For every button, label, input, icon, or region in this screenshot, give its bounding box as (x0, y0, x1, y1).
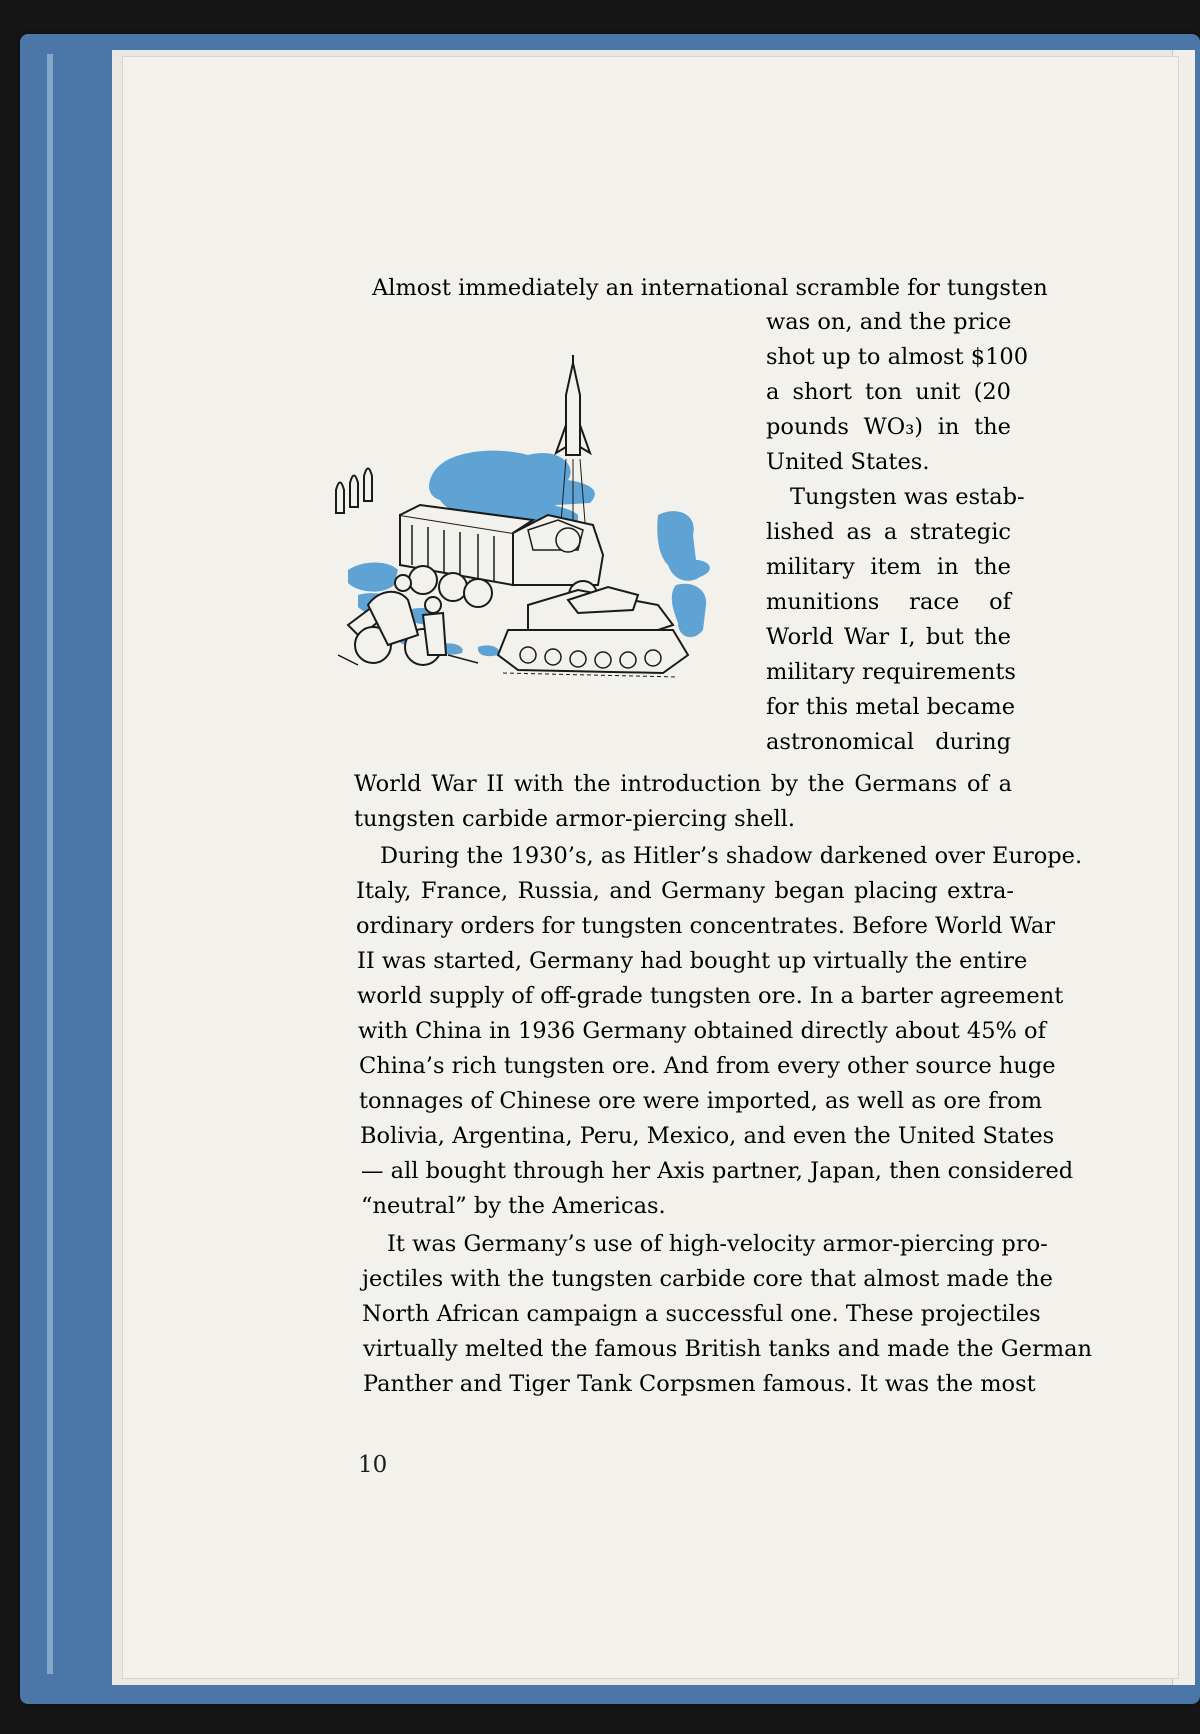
text-line: Tungsten was estab- (790, 484, 1025, 510)
text-line: astronomical during (766, 729, 1011, 755)
text-line: jectiles with the tungsten carbide core that almost made the (362, 1266, 1053, 1292)
text-line: shot up to almost $100 (766, 344, 1029, 370)
text-line: lished as a strategic (766, 519, 1011, 545)
text-line: It was Germany’s use of high-velocity armor-piercing pro- (387, 1231, 1048, 1257)
text-line: Almost immediately an international scramble for tungsten (372, 275, 1048, 301)
text-line: China’s rich tungsten ore. And from every other source huge (359, 1053, 1056, 1079)
text-line: North African campaign a successful one. These projectiles (362, 1301, 1041, 1327)
text-line: “neutral” by the Americas. (361, 1193, 666, 1219)
text-line: military requirements (766, 659, 1016, 685)
text-line: II was started, Germany had bought up virtually the entire (357, 948, 1028, 974)
text-line: Italy, France, Russia, and Germany began placing extra- (356, 878, 1014, 904)
text-line: military item in the (766, 554, 1011, 580)
text-line: with China in 1936 Germany obtained directly about 45% of (358, 1018, 1046, 1044)
war-vehicles-illustration (328, 355, 736, 710)
text-line: Bolivia, Argentina, Peru, Mexico, and even the United States (360, 1123, 1055, 1149)
text-line: for this metal became (766, 694, 1016, 720)
text-line: — all bought through her Axis partner, Japan, then considered (361, 1158, 1074, 1184)
text-line: was on, and the price (766, 309, 1012, 335)
text-line: Panther and Tiger Tank Corpsmen famous. It was the most (363, 1371, 1036, 1397)
text-line: World War II with the introduction by the Germans of a (354, 771, 1012, 797)
page-number: 10 (358, 1452, 388, 1478)
text-line: World War I, but the (766, 624, 1011, 650)
text-line: pounds WO₃) in the (766, 414, 1011, 440)
text-line: virtually melted the famous British tanks and made the German (363, 1336, 1092, 1362)
cover-edge (47, 54, 53, 1674)
text-line: ordinary orders for tungsten concentrates. Before World War (356, 913, 1056, 939)
text-line: world supply of off-grade tungsten ore. In a barter agreement (357, 983, 1064, 1009)
text-line: tungsten carbide armor-piercing shell. (354, 806, 796, 832)
text-line: tonnages of Chinese ore were imported, as well as ore from (359, 1088, 1043, 1114)
text-line: munitions race of (766, 589, 1011, 615)
text-line: a short ton unit (20 (766, 379, 1011, 405)
text-line: United States. (766, 449, 930, 475)
text-line: During the 1930’s, as Hitler’s shadow darkened over Europe. (380, 843, 1083, 869)
